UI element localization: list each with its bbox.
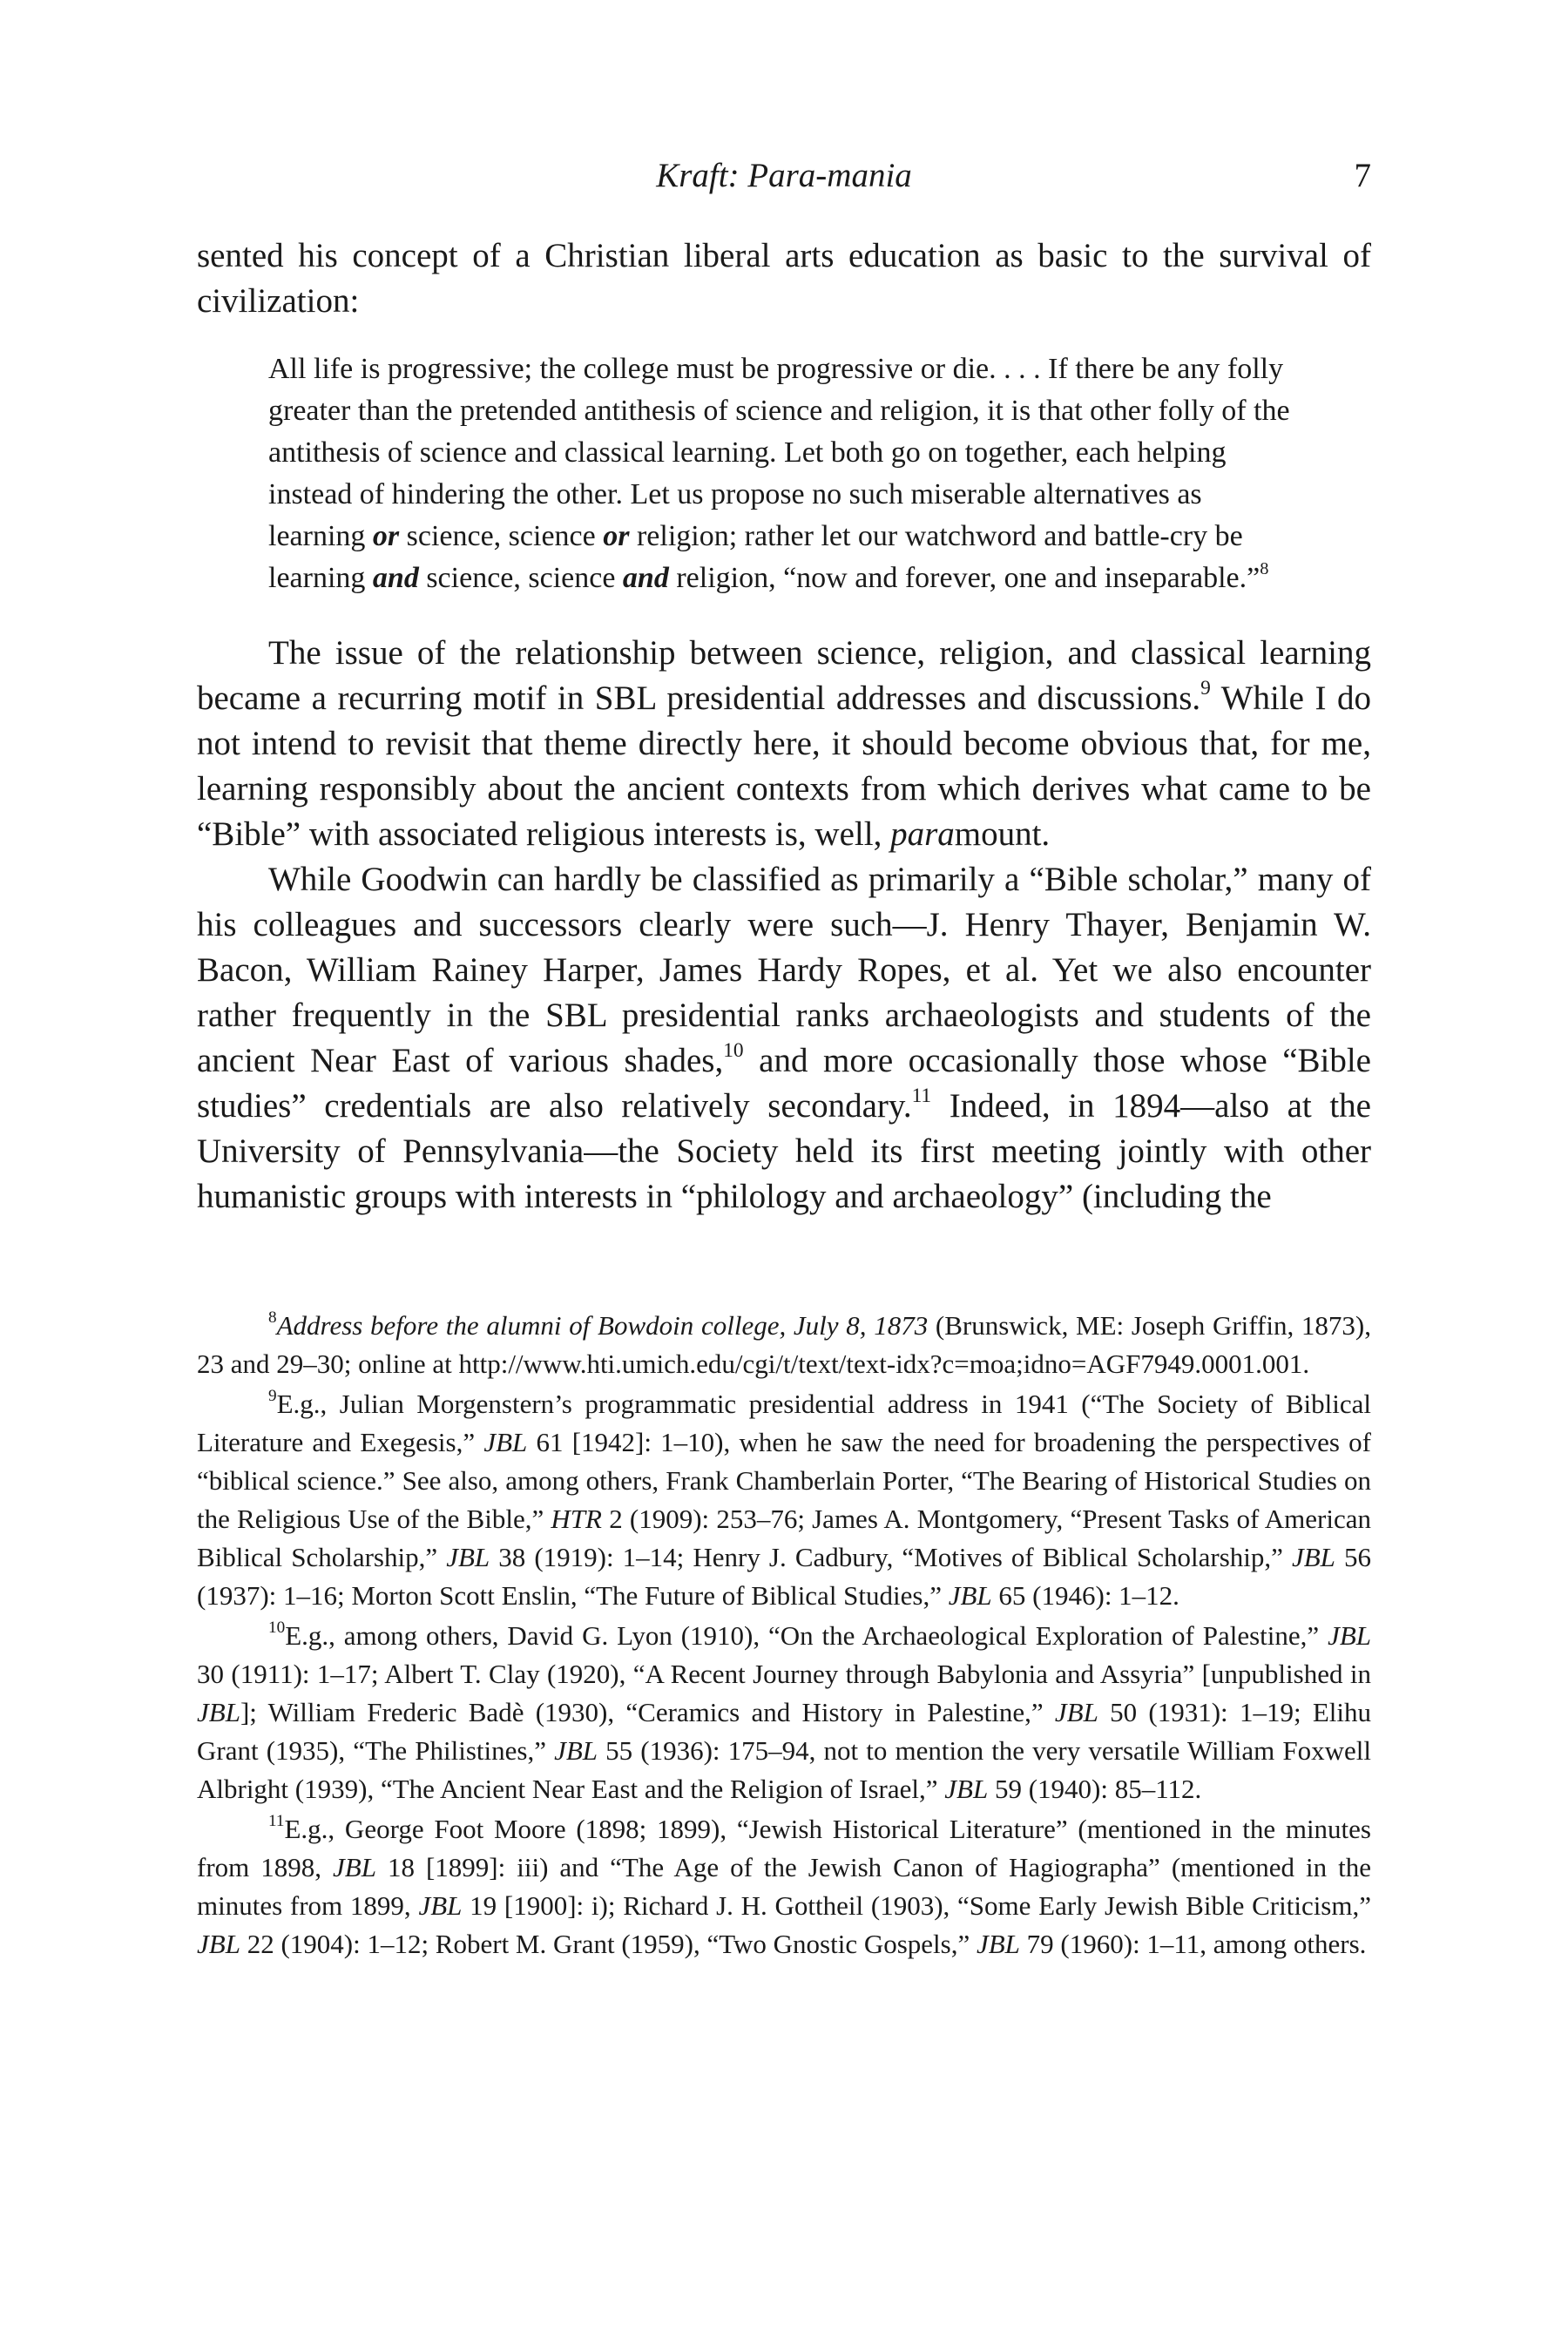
quote-emphasis: and <box>622 562 669 594</box>
footnote-text: E.g., George Foot Moore (1898; 1899), “Jewish Historical Literature” (mentioned in the minutes from 1898, <box>197 1814 1371 1882</box>
paragraph-2-italic: para <box>890 815 955 853</box>
running-head <box>197 155 1371 197</box>
footnote-text: ]; William Frederic Badè (1930), “Ceramics and History in Palestine,” <box>240 1697 1055 1727</box>
paragraph-2-text: While I do not intend to revisit that theme directly here, it should become obvious that, for me, learning responsibly about the ancient contexts from which derives what came to be “Bible” with associated religious interests is, well, <box>197 679 1371 853</box>
paragraph-3 <box>197 857 1371 1220</box>
footnote-text: 55 (1936): 175–94, not to mention the very versatile William Foxwell Albright (1939), “The Ancient Near East and the Religion of Israel,” <box>197 1735 1372 1804</box>
footnote-11 <box>197 1810 1371 1963</box>
footnote-text: 30 (1911): 1–17; Albert T. Clay (1920), “A Recent Journey through Babylonia and Assyria” [unpublished in <box>197 1659 1371 1689</box>
quote-text: religion; rather let our watchword and battle-cry be learning <box>268 520 1243 594</box>
quote-emphasis: or <box>372 520 400 552</box>
paragraph-2 <box>197 631 1371 857</box>
footnote-text: 65 (1946): 1–12. <box>991 1580 1179 1611</box>
footnote-text: 61 [1942]: 1–10), when he saw the need for broadening the perspectives of “biblical science.” See also, among others, Frank Chamberlain Porter, “The Bearing of Historical Studies on the Religious Use of the Bible,” <box>197 1427 1371 1534</box>
paragraph-3-text: Indeed, in 1894—also at the University of Pennsylvania—the Society held its first meeting jointly with other humanistic groups with interests in “philology and archaeology” (including the <box>197 1087 1371 1215</box>
footnote-9 <box>197 1385 1371 1615</box>
footnote-italic: JBL <box>418 1890 463 1921</box>
quote-text: science, science <box>399 520 604 552</box>
paragraph-2-text: The issue of the relationship between science, religion, and classical learning became a recurring motif in SBL presidential addresses and discussions. <box>197 634 1371 717</box>
paragraph-1-text: sented his concept of a Christian liberal arts education as basic to the survival of civilization: <box>197 237 1371 320</box>
footnote-8 <box>197 1307 1371 1383</box>
footnote-number: 8 <box>268 1308 277 1327</box>
footnote-10 <box>197 1617 1371 1808</box>
footnote-italic: Address before the alumni of Bowdoin college, July 8, 1873 <box>276 1310 929 1341</box>
footnote-text: 2 (1909): 253–76; James A. Montgomery, “Present Tasks of American Biblical Scholarship,” <box>197 1504 1371 1572</box>
paragraph-3-text: While Goodwin can hardly be classified as primarily a “Bible scholar,” many of his colleagues and successors clearly were such—J. Henry Thayer, Benjamin W. Bacon, William Rainey Harper, James Hardy Ropes, et al. Yet we also encounter rather frequently in the SBL presidential ranks archaeologists and students of the ancient Near East of various shades, <box>197 861 1371 1079</box>
footnote-text: 56 (1937): 1–16; Morton Scott Enslin, “The Future of Biblical Studies,” <box>197 1542 1372 1611</box>
footnote-text: 79 (1960): 1–11, among others. <box>1019 1929 1367 1959</box>
footnote-text: E.g., Julian Morgenstern’s programmatic presidential address in 1941 (“The Society of Biblical Literature and Exegesis,” <box>197 1389 1371 1457</box>
running-title: Kraft: Para-mania <box>656 157 912 194</box>
footnote-text: E.g., among others, David G. Lyon (1910), “On the Archaeological Exploration of Palestine,” <box>285 1620 1328 1651</box>
footnote-italic: JBL <box>197 1929 240 1959</box>
quote-text: religion, “now and forever, one and inseparable.” <box>668 562 1260 594</box>
footnotes <box>197 1307 1371 1965</box>
footnote-text: 38 (1919): 1–14; Henry J. Cadbury, “Motives of Biblical Scholarship,” <box>490 1542 1292 1572</box>
footnote-italic: JBL <box>976 1929 1020 1959</box>
footnote-text: 19 [1900]: i); Richard J. H. Gottheil (1903), “Some Early Jewish Bible Criticism,” <box>462 1890 1371 1921</box>
footnote-italic: JBL <box>948 1580 992 1611</box>
block-quote <box>268 348 1296 599</box>
footnote-ref-10[interactable]: 10 <box>723 1038 744 1062</box>
footnote-italic: JBL <box>944 1774 989 1804</box>
footnote-text: 18 [1899]: iii) and “The Age of the Jewish Canon of Hagiographa” (mentioned in the minutes from 1899, <box>197 1852 1371 1921</box>
page-number: 7 <box>1354 157 1371 194</box>
footnote-text: 50 (1931): 1–19; Elihu Grant (1935), “The Philistines,” <box>197 1697 1371 1766</box>
body-text-area <box>197 233 1371 1220</box>
footnote-italic: JBL <box>1054 1697 1098 1727</box>
paragraph-1 <box>197 233 1371 324</box>
quote-text: science, science <box>418 562 623 594</box>
footnote-number: 10 <box>268 1618 286 1637</box>
quote-emphasis: and <box>372 562 419 594</box>
footnote-italic: JBL <box>1291 1542 1335 1572</box>
paragraph-2-text: mount. <box>954 815 1051 853</box>
footnote-italic: JBL <box>1328 1620 1371 1651</box>
footnote-number: 9 <box>268 1386 277 1405</box>
quote-emphasis: or <box>603 520 630 552</box>
footnote-italic: JBL <box>197 1697 240 1727</box>
footnote-italic: HTR <box>551 1504 602 1534</box>
footnote-italic: JBL <box>333 1852 376 1882</box>
footnote-ref-11[interactable]: 11 <box>911 1084 932 1107</box>
footnote-ref-9[interactable]: 9 <box>1200 676 1211 700</box>
footnote-text: (Brunswick, ME: Joseph Griffin, 1873), 23 and 29–30; online at http://www.hti.umich.edu/cgi/t/text/text-idx?c=moa;idno=AGF7949.0001.001. <box>197 1310 1371 1379</box>
footnote-italic: JBL <box>554 1735 598 1766</box>
footnote-ref-8[interactable]: 8 <box>1260 558 1269 578</box>
footnote-text: 59 (1940): 85–112. <box>988 1774 1202 1804</box>
quote-text: All life is progressive; the college must be progressive or die. . . . If there be any folly greater than the pretended antithesis of science and religion, it is that other folly of the antithesis of science and classical learning. Let both go on together, each helping instead of hindering the other. Let us propose no such miserable alternatives as learning <box>268 353 1290 552</box>
footnote-italic: JBL <box>446 1542 490 1572</box>
footnote-italic: JBL <box>483 1427 528 1457</box>
footnote-number: 11 <box>268 1811 285 1830</box>
paragraph-3-text: and more occasionally those whose “Bible studies” credentials are also relatively secondary. <box>197 1042 1371 1125</box>
footnote-text: 22 (1904): 1–12; Robert M. Grant (1959), “Two Gnostic Gospels,” <box>240 1929 977 1959</box>
